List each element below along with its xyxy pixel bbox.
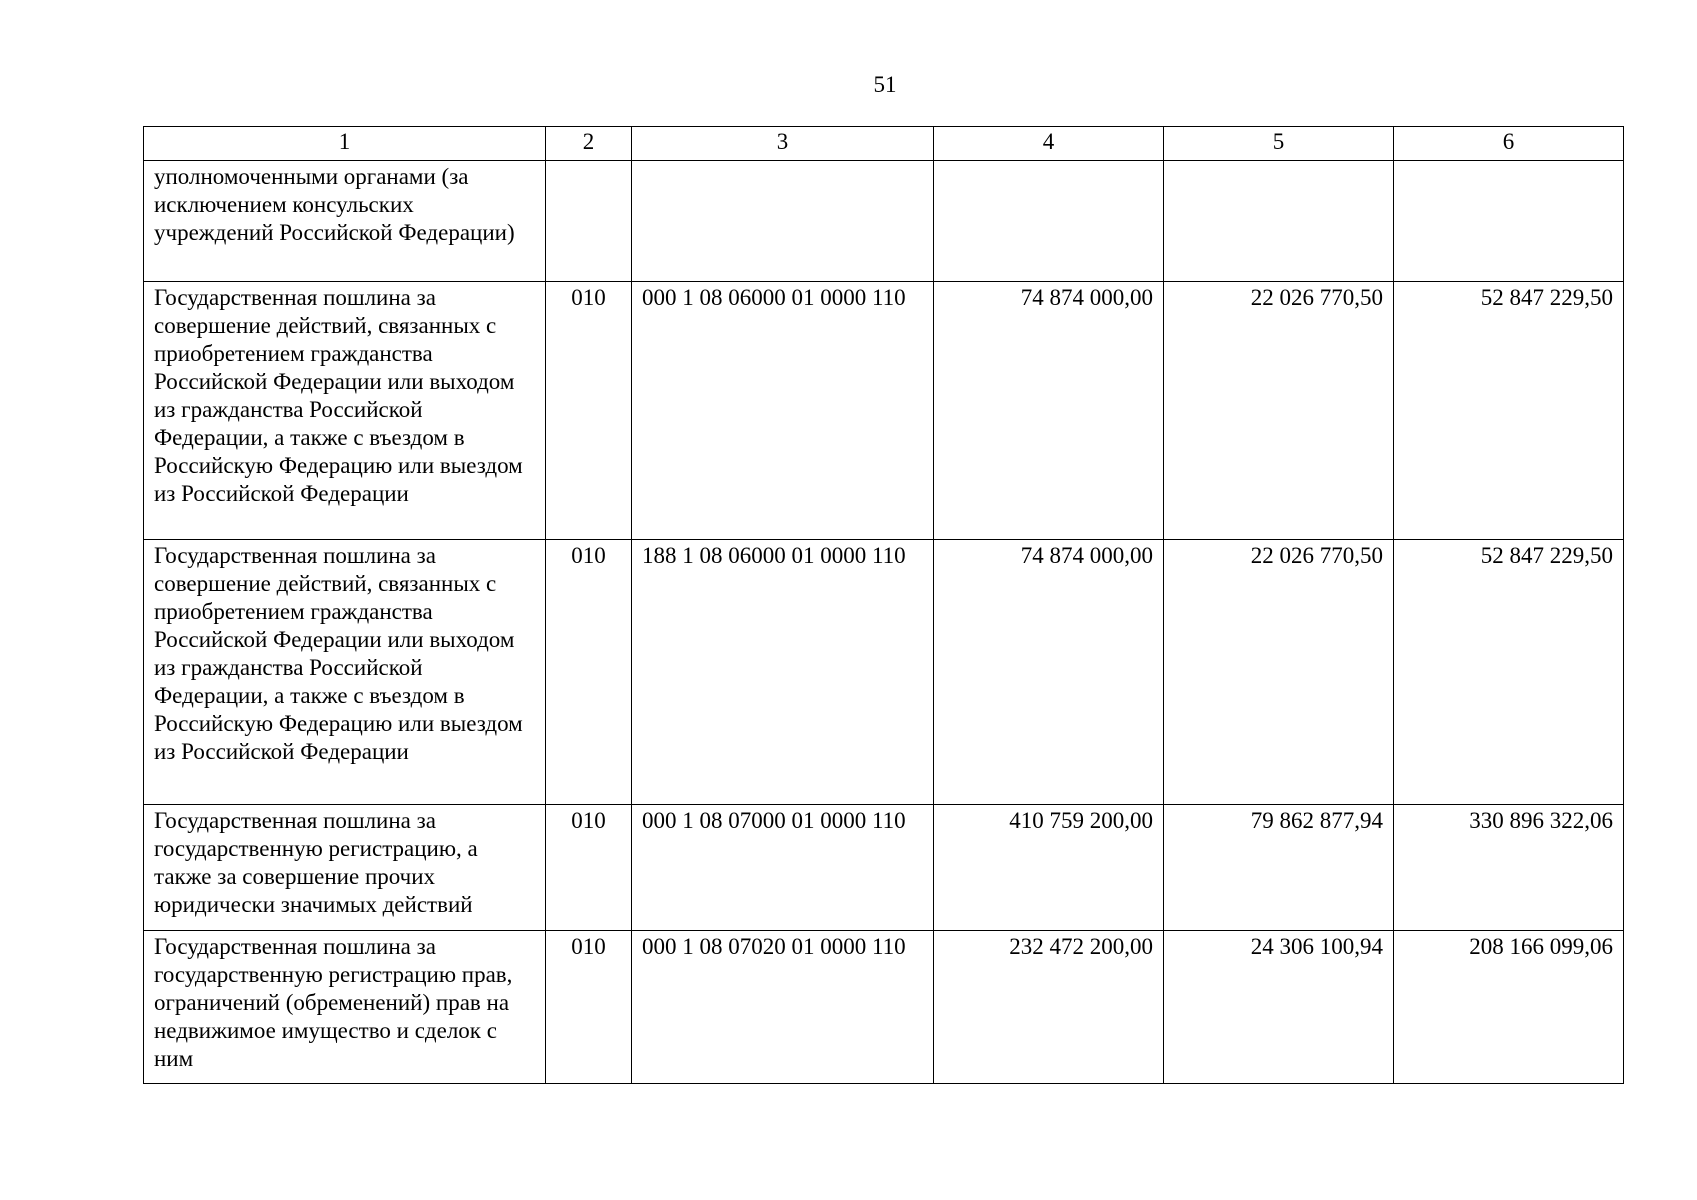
column-header-5: 5 [1164,127,1394,161]
row-approved-cell [934,161,1164,282]
row-budget-code-cell: 000 1 08 07000 01 0000 110 [632,805,934,931]
column-header-6: 6 [1394,127,1624,161]
row-unexecuted-cell: 52 847 229,50 [1394,282,1624,540]
row-line-code-cell: 010 [546,540,632,805]
row-name-cell: Государственная пошлина за государственную регистрацию, а также за совершение прочих юридически значимых действий [144,805,546,931]
row-budget-code-cell: 188 1 08 06000 01 0000 110 [632,540,934,805]
row-line-code-cell: 010 [546,931,632,1084]
row-name-cell: Государственная пошлина за совершение действий, связанных с приобретением гражданства Российской Федерации или выходом из гражданства Российской Федерации, а также с въездом в Российскую Федерацию или выездом из Российской Федерации [144,282,546,540]
row-name-cell: Государственная пошлина за совершение действий, связанных с приобретением гражданства Российской Федерации или выходом из гражданства Российской Федерации, а также с въездом в Российскую Федерацию или выездом из Российской Федерации [144,540,546,805]
row-executed-cell: 24 306 100,94 [1164,931,1394,1084]
table-row [144,161,1624,282]
row-line-code-cell [546,161,632,282]
row-line-code-cell: 010 [546,805,632,931]
row-budget-code-cell: 000 1 08 07020 01 0000 110 [632,931,934,1084]
row-unexecuted-cell: 52 847 229,50 [1394,540,1624,805]
table-header-row [144,127,1624,161]
row-unexecuted-cell [1394,161,1624,282]
table-row [144,540,1624,805]
row-executed-cell: 22 026 770,50 [1164,540,1394,805]
row-unexecuted-cell: 208 166 099,06 [1394,931,1624,1084]
row-approved-cell: 232 472 200,00 [934,931,1164,1084]
table-row [144,931,1624,1084]
report-table [143,126,1624,1084]
row-approved-cell: 74 874 000,00 [934,540,1164,805]
page-number: 51 [873,72,897,97]
row-budget-code-cell: 000 1 08 06000 01 0000 110 [632,282,934,540]
row-unexecuted-cell: 330 896 322,06 [1394,805,1624,931]
row-executed-cell: 22 026 770,50 [1164,282,1394,540]
row-approved-cell: 74 874 000,00 [934,282,1164,540]
row-name-cell: уполномоченными органами (за исключением консульских учреждений Российской Федерации) [144,161,546,282]
row-line-code-cell: 010 [546,282,632,540]
row-executed-cell: 79 862 877,94 [1164,805,1394,931]
row-approved-cell: 410 759 200,00 [934,805,1164,931]
column-header-1: 1 [144,127,546,161]
table-row [144,805,1624,931]
row-budget-code-cell [632,161,934,282]
table-row [144,282,1624,540]
row-name-cell: Государственная пошлина за государственную регистрацию прав, ограничений (обременений) прав на недвижимое имущество и сделок с ним [144,931,546,1084]
row-executed-cell [1164,161,1394,282]
column-header-2: 2 [546,127,632,161]
column-header-4: 4 [934,127,1164,161]
column-header-3: 3 [632,127,934,161]
